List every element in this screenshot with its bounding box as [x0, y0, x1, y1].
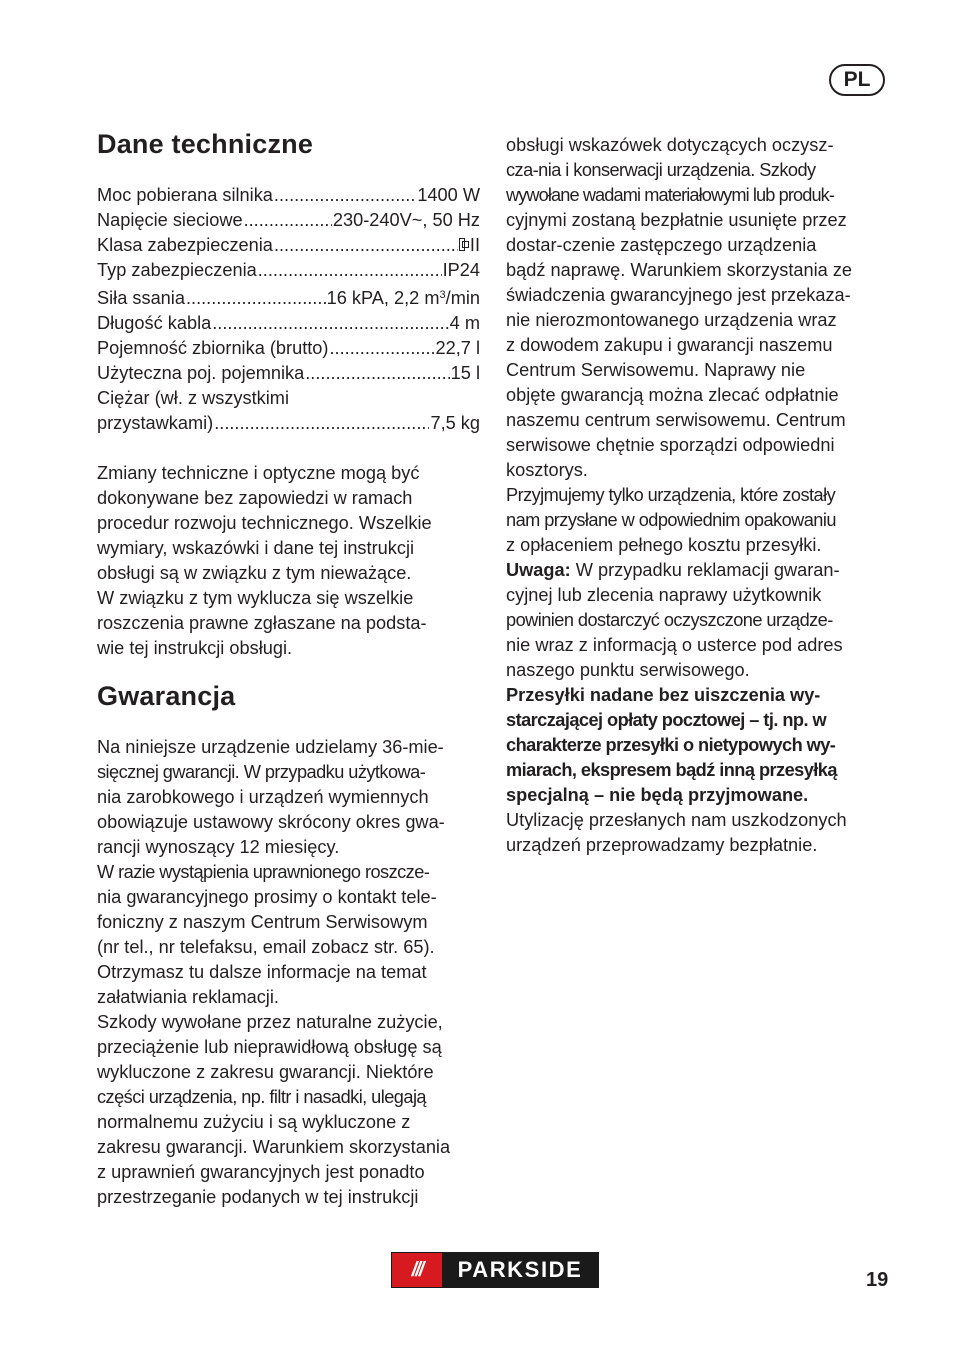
- spec-value: 1400 W: [417, 185, 480, 205]
- left-column: [97, 126, 480, 1210]
- text-line: zakresu gwarancji. Warunkiem skorzystania: [97, 1137, 451, 1157]
- uwaga-label: Uwaga:: [506, 560, 571, 580]
- text-line: powinien dostarczyć oczyszczone urządze-: [506, 610, 833, 630]
- spec-row: [97, 283, 480, 311]
- logo-slashes: ///: [392, 1253, 442, 1287]
- text-line: bądź naprawę. Warunkiem skorzystania ze: [506, 260, 853, 280]
- spec-value: II: [469, 235, 480, 255]
- spec-label: Siła ssania: [97, 288, 185, 308]
- text-line: nia gwarancyjnego prosimy o kontakt tele-: [97, 887, 437, 907]
- spec-label: przystawkami): [97, 413, 214, 433]
- text-line: z dowodem zakupu i gwarancji naszemu: [506, 335, 833, 355]
- text-line: rancji wynoszący 12 miesięcy.: [97, 837, 340, 857]
- text-line: obsługi są w związku z tym nieważące.: [97, 563, 412, 583]
- text-line: wymiary, wskazówki i dane tej instrukcji: [97, 538, 415, 558]
- specs-heading: Dane techniczne: [97, 129, 314, 159]
- text-line: cyjnej lub zlecenia naprawy użytkownik: [506, 585, 822, 605]
- text-line: Zmiany techniczne i optyczne mogą być: [97, 463, 420, 483]
- text-line: dostar-czenie zastępczego urządzenia: [506, 235, 817, 255]
- spec-list: [97, 183, 480, 436]
- text-line: W razie wystąpienia uprawnionego roszcze-: [97, 862, 430, 882]
- text-line: przeciążenie lub nieprawidłową obsługę są: [97, 1037, 442, 1057]
- text-line: urządzeń przeprowadzamy bezpłatnie.: [506, 835, 818, 855]
- warranty-text-left: [97, 735, 480, 1210]
- page-number: 19: [866, 1269, 889, 1291]
- text-line: Na niniejsze urządzenie udzielamy 36-mie-: [97, 737, 444, 757]
- text-line: serwisowe chętnie sporządzi odpowiedni: [506, 435, 835, 455]
- spec-row: [97, 258, 480, 283]
- text-line: obsługi wskazówek dotyczących oczysz-: [506, 135, 834, 155]
- text-line: kosztorys.: [506, 460, 588, 480]
- text-line: objęte gwarancją można zlecać odpłatnie: [506, 385, 839, 405]
- spec-label: Pojemność zbiornika (brutto): [97, 338, 329, 358]
- text-line: naszego punktu serwisowego.: [506, 660, 750, 680]
- spec-value: 230-240V~, 50 Hz: [332, 210, 480, 230]
- warranty-heading: Gwarancja: [97, 681, 236, 711]
- text-line: nia zarobkowego i urządzeń wymiennych: [97, 787, 429, 807]
- spec-row: [97, 336, 480, 361]
- spec-value: 7,5 kg: [430, 413, 480, 433]
- spec-value: IP24: [442, 260, 480, 280]
- text-line: świadczenia gwarancyjnego jest przekaza-: [506, 285, 851, 305]
- right-column: [506, 133, 892, 858]
- text-line: foniczny z naszym Centrum Serwisowym: [97, 912, 428, 932]
- spec-value: 4 m: [449, 313, 480, 333]
- text-line: cyjnymi zostaną bezpłatnie usunięte przez: [506, 210, 847, 230]
- text-line: Centrum Serwisowemu. Naprawy nie: [506, 360, 806, 380]
- spec-value: 15 l: [450, 363, 480, 383]
- text-line: Przyjmujemy tylko urządzenia, które zostały: [506, 485, 836, 505]
- text-line: sięcznej gwarancji. W przypadku użytkowa-: [97, 762, 426, 782]
- uwaga-text: W przypadku reklamacji gwaran-: [570, 560, 840, 580]
- text-line: przestrzeganie podanych w tej instrukcji: [97, 1187, 419, 1207]
- text-line: roszczenia prawne zgłaszane na podsta-: [97, 613, 427, 633]
- spec-row: [97, 311, 480, 336]
- text-line: normalnemu zużyciu i są wykluczone z: [97, 1112, 411, 1132]
- text-line: obowiązuje ustawowy skrócony okres gwa-: [97, 812, 445, 832]
- technical-changes-note: [97, 461, 480, 661]
- spec-value: 16 kPA, 2,2 $m^3/\min$: [326, 288, 480, 308]
- bold-text-line: Przesyłki nadane bez uiszczenia wy-: [506, 685, 821, 705]
- text-line: cza-nia i konserwacji urządzenia. Szkody: [506, 160, 816, 180]
- text-line: Utylizację przesłanych nam uszkodzonych: [506, 810, 847, 830]
- language-badge: PL: [829, 64, 885, 96]
- spec-label: Napięcie sieciowe: [97, 210, 243, 230]
- spec-label-line: Ciężar (wł. z wszystkimi: [97, 388, 289, 408]
- text-line: wie tej instrukcji obsługi.: [97, 638, 293, 658]
- parkside-logo: [391, 1252, 599, 1288]
- text-line: nie wraz z informacją o usterce pod adres: [506, 635, 843, 655]
- text-line: wykluczone z zakresu gwarancji. Niektóre: [97, 1062, 434, 1082]
- spec-row: [97, 183, 480, 208]
- text-line: nie nierozmontowanego urządzenia wraz: [506, 310, 837, 330]
- text-line: Otrzymasz tu dalsze informacje na temat: [97, 962, 427, 982]
- bold-text-line: specjalną – nie będą przyjmowane.: [506, 785, 809, 805]
- spec-label: Typ zabezpieczenia: [97, 260, 257, 280]
- text-line: części urządzenia, np. filtr i nasadki, ulegają: [97, 1087, 426, 1107]
- bold-text-line: charakterze przesyłki o nietypowych wy-: [506, 735, 836, 755]
- spec-row: [97, 233, 480, 258]
- spec-label: Długość kabla: [97, 313, 212, 333]
- text-line: (nr tel., nr telefaksu, email zobacz str. 65).: [97, 937, 435, 957]
- text-line: Szkody wywołane przez naturalne zużycie,: [97, 1012, 443, 1032]
- logo-wordmark: PARKSIDE: [457, 1257, 583, 1282]
- spec-row: [97, 411, 480, 436]
- protection-class-ii-icon: [459, 238, 465, 251]
- text-line: naszemu centrum serwisowemu. Centrum: [506, 410, 846, 430]
- spec-label: Użyteczna poj. pojemnika: [97, 363, 305, 383]
- text-line: dokonywane bez zapowiedzi w ramach: [97, 488, 413, 508]
- text-line: z opłaceniem pełnego kosztu przesyłki.: [506, 535, 822, 555]
- spec-value: 22,7 l: [435, 338, 480, 358]
- text-line: procedur rozwoju technicznego. Wszelkie: [97, 513, 432, 533]
- text-line: załatwiania reklamacji.: [97, 987, 279, 1007]
- uwaga-line: [506, 558, 892, 583]
- text-line: W związku z tym wyklucza się wszelkie: [97, 588, 414, 608]
- warranty-text-right: [506, 133, 892, 858]
- spec-row: [97, 361, 480, 386]
- spec-row: [97, 208, 480, 233]
- spec-label: Klasa zabezpieczenia: [97, 235, 273, 255]
- text-line: nam przysłane w odpowiednim opakowaniu: [506, 510, 836, 530]
- bold-text-line: starczającej opłaty pocztowej – tj. np. w: [506, 710, 827, 730]
- spec-label: Moc pobierana silnika: [97, 185, 273, 205]
- bold-text-line: miarach, ekspresem bądź inną przesyłką: [506, 760, 837, 780]
- text-line: wywołane wadami materiałowymi lub produk-: [506, 185, 835, 205]
- text-line: z uprawnień gwarancyjnych jest ponadto: [97, 1162, 425, 1182]
